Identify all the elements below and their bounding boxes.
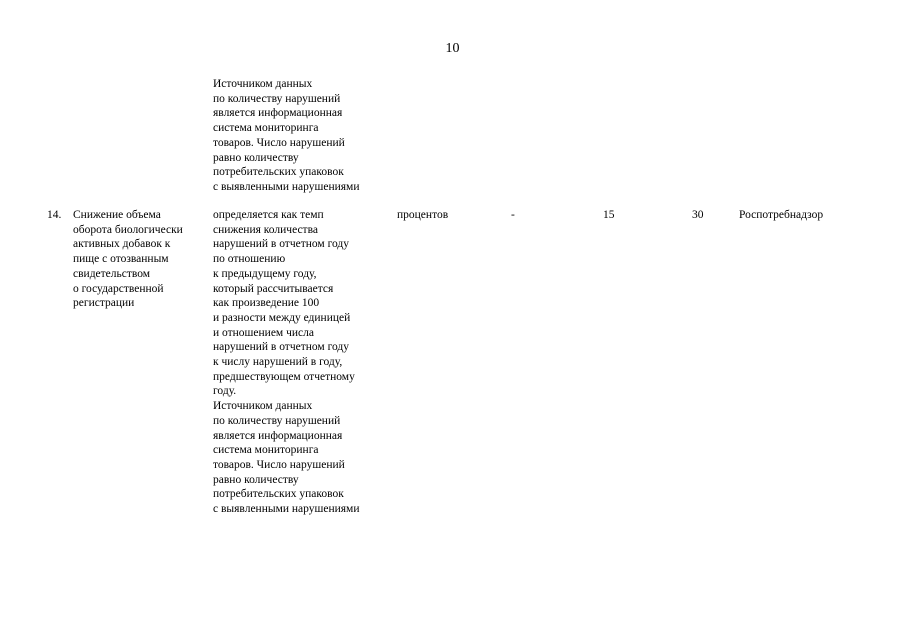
- target-value-1: 15: [603, 209, 615, 221]
- row-number: 14.: [47, 209, 62, 221]
- indicator-name: Снижение объема оборота биологически активных добавок к пище с отозванным свидетельством о государственной регистрации: [73, 209, 183, 310]
- responsible-agency: Роспотребнадзор: [739, 209, 824, 221]
- page-number: 10: [445, 41, 460, 56]
- calculation-method: определяется как темп снижения количества нарушений в отчетном году по отношению к предыдущему году, который рассчитывается как произведение 100 и разности между единицей и отношением числа нарушений в отчетном году к числу нарушений в году, предшествующем отчетному году. Источником данных по количеству нарушений является информационная система мониторинга товаров. Число нарушений равно количеству потребительских упаковок с выявленными нарушениями: [213, 209, 360, 516]
- continued-data-source-text: Источником данных по количеству нарушений является информационная система мониторинга товаров. Число нарушений равно количеству потребительских упаковок с выявленными нарушениями: [213, 78, 360, 193]
- base-value: -: [511, 209, 515, 221]
- unit-of-measure: процентов: [397, 209, 449, 221]
- target-value-2: 30: [692, 209, 704, 221]
